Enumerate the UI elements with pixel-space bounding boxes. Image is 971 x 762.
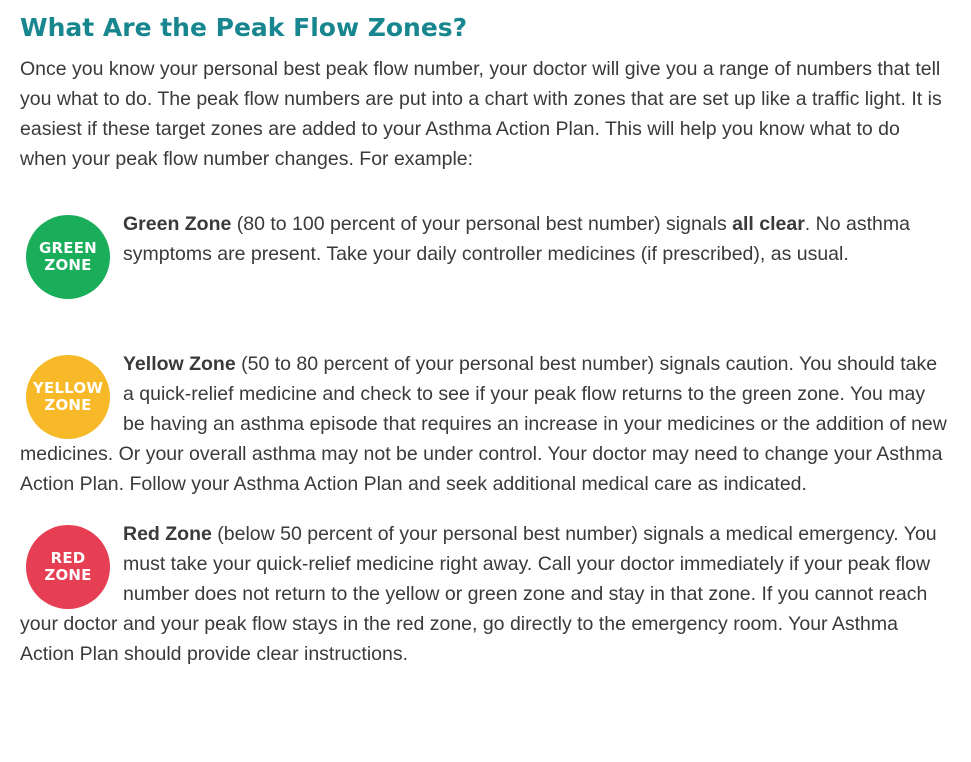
green-zone-badge-line1: GREEN (39, 239, 97, 257)
green-zone-section (20, 209, 950, 299)
page-title: What Are the Peak Flow Zones? (20, 13, 468, 42)
green-zone-description (20, 209, 950, 269)
green-zone-name: Green Zone (123, 213, 232, 235)
yellow-zone-text: (50 to 80 percent of your personal best number) signals caution. You should take a quick-relief medicine and check to see if your peak flow returns to the green zone. You may be having an asthma episode that requires an increase in your medicines or the addition of new medicines. Or your overall asthma may not be under control. Your doctor may need to change your Asthma Action Plan. Follow your Asthma Action Plan and seek additional medical care as indicated. (20, 353, 947, 495)
green-zone-text-b: . No asthma symptoms are present. Take your daily controller medicines (if prescribed), as usual. (123, 213, 910, 265)
red-zone-section (20, 519, 950, 669)
green-zone-badge (26, 215, 110, 299)
green-zone-badge-line2: ZONE (44, 256, 92, 274)
yellow-zone-badge (26, 355, 110, 439)
green-zone-text-a: (80 to 100 percent of your personal best number) signals (231, 213, 733, 235)
red-zone-description (20, 519, 950, 669)
article-content (20, 8, 950, 669)
red-zone-badge-line1: RED (50, 549, 86, 567)
green-zone-emphasis: all clear (732, 213, 805, 235)
yellow-zone-badge-line1: YELLOW (32, 379, 104, 397)
yellow-zone-description (20, 349, 950, 499)
yellow-zone-section (20, 349, 950, 499)
red-zone-badge (26, 525, 110, 609)
yellow-zone-badge-line2: ZONE (44, 396, 92, 414)
intro-paragraph: Once you know your personal best peak flow number, your doctor will give you a range of numbers that tell you what to do. The peak flow numbers are put into a chart with zones that are set up like a traffic light. It is easiest if these target zones are added to your Asthma Action Plan. This will help you know what to do when your peak flow number changes. For example: (20, 58, 942, 170)
red-zone-text: (below 50 percent of your personal best number) signals a medical emergency. You must take your quick-relief medicine right away. Call your doctor immediately if your peak flow number does not return to the yellow or green zone and stay in that zone. If you cannot reach your doctor and your peak flow stays in the red zone, go directly to the emergency room. Your Asthma Action Plan should provide clear instructions. (20, 523, 937, 665)
red-zone-badge-line2: ZONE (44, 566, 92, 584)
red-zone-name: Red Zone (123, 523, 212, 545)
yellow-zone-name: Yellow Zone (123, 353, 236, 375)
